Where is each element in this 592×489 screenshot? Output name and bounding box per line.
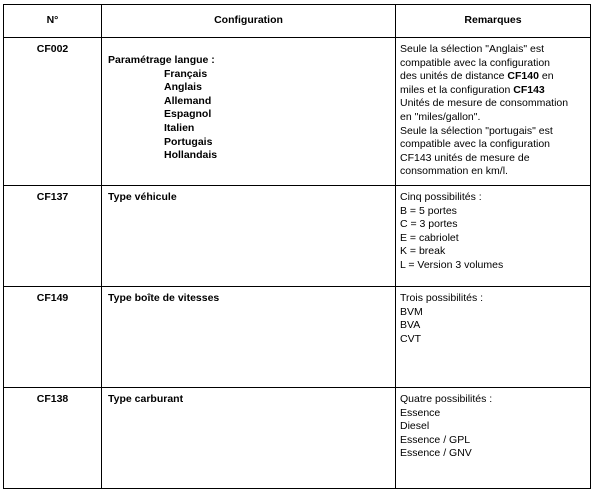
row-code: CF149 <box>4 287 102 388</box>
remark-line: compatible avec la configuration <box>400 138 551 151</box>
header-remarques: Remarques <box>396 5 591 38</box>
remark-line: Trois possibilités : <box>400 292 484 304</box>
remark-line: Seule la sélection "portugais" est <box>400 124 553 137</box>
language-item: Allemand <box>164 94 212 107</box>
row-configuration <box>102 38 396 186</box>
remark-line: Quatre possibilités : <box>400 393 493 405</box>
remark-line: BVA <box>400 319 421 332</box>
table-row <box>4 287 591 388</box>
remark-line: Unités de mesure de consommation <box>400 97 569 110</box>
remark-line: Essence <box>400 406 441 419</box>
configuration-table <box>3 4 591 489</box>
remark-line: E = cabriolet <box>400 231 459 244</box>
header-row <box>4 5 591 38</box>
remark-line: Diesel <box>400 420 430 433</box>
remark-line: Essence / GPL <box>400 433 471 446</box>
remark-line: CVT <box>400 332 421 345</box>
remark-line: compatible avec la configuration <box>400 56 551 69</box>
language-item: Hollandais <box>164 149 218 162</box>
row-configuration: Type boîte de vitesses <box>102 287 396 388</box>
row-configuration: Type carburant <box>102 388 396 489</box>
config-code-ref: CF140 <box>507 70 539 83</box>
header-no: N° <box>4 5 102 38</box>
remark-line: Essence / GNV <box>400 447 472 460</box>
remark-line: BVM <box>400 305 423 318</box>
row-remarks <box>396 38 591 186</box>
header-configuration: Configuration <box>102 5 396 38</box>
table-row <box>4 186 591 287</box>
row-remarks <box>396 287 591 388</box>
remark-line: Seule la sélection "Anglais" est <box>400 43 545 55</box>
remark-line: consommation en km/l. <box>400 165 508 178</box>
language-item: Français <box>164 67 208 80</box>
config-code-ref: CF143 <box>513 83 545 96</box>
language-item: Italien <box>164 121 195 134</box>
row-remarks <box>396 388 591 489</box>
row-code: CF002 <box>4 38 102 186</box>
table-row <box>4 388 591 489</box>
row-remarks <box>396 186 591 287</box>
table-row <box>4 38 591 186</box>
row-code: CF137 <box>4 186 102 287</box>
remark-line: K = break <box>400 245 446 258</box>
remark-line: CF143 unités de mesure de <box>400 151 530 164</box>
remark-line <box>400 70 590 84</box>
remark-line: en "miles/gallon". <box>400 110 481 123</box>
language-item: Anglais <box>164 81 202 94</box>
remark-text: en <box>538 70 554 83</box>
remark-line: L = Version 3 volumes <box>400 258 504 271</box>
language-item: Espagnol <box>164 108 212 121</box>
remark-line: B = 5 portes <box>400 204 457 217</box>
remark-line: Cinq possibilités : <box>400 191 482 203</box>
remark-line: C = 3 portes <box>400 218 458 231</box>
remark-text: des unités de distance <box>400 70 505 83</box>
config-title: Paramétrage langue : <box>108 54 215 66</box>
row-code: CF138 <box>4 388 102 489</box>
language-item: Portugais <box>164 135 213 148</box>
remark-text: miles et la configuration <box>400 83 511 96</box>
row-configuration: Type véhicule <box>102 186 396 287</box>
remark-line <box>400 84 590 98</box>
language-list <box>108 68 395 163</box>
